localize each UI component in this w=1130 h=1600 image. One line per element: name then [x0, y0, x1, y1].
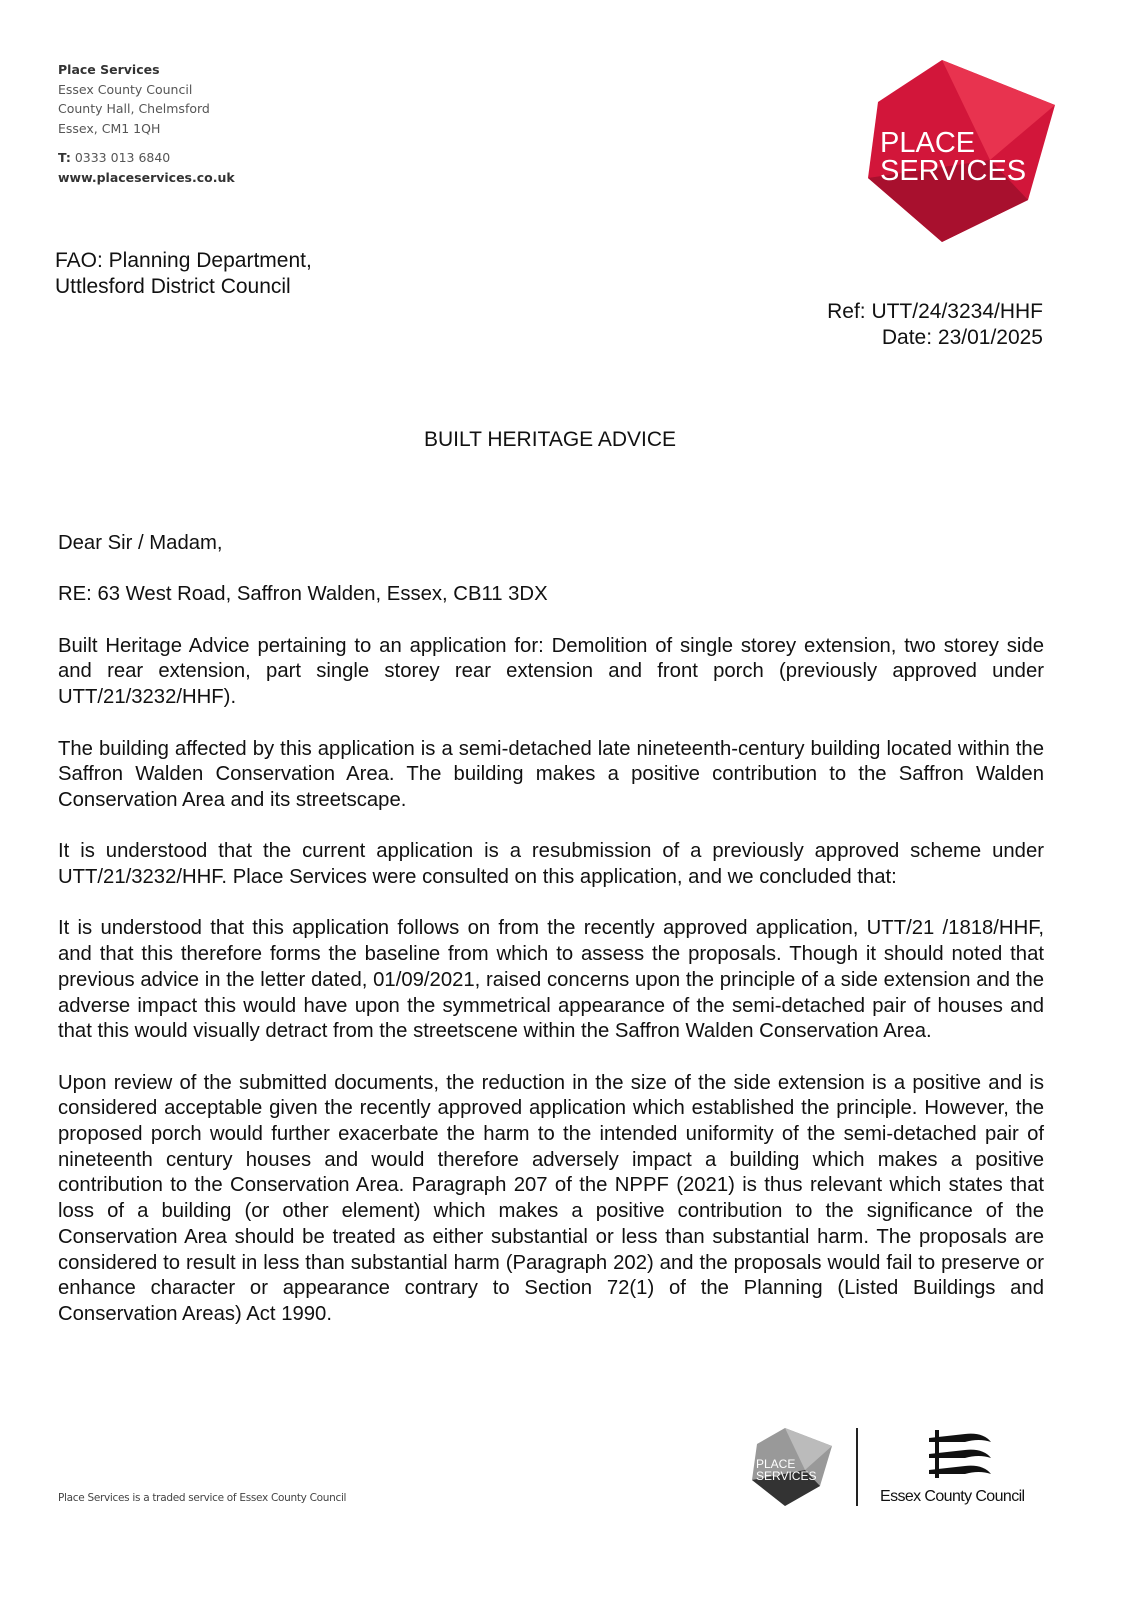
letter-body [58, 531, 1044, 1353]
logo-text-1: PLACE [880, 127, 976, 159]
footer-note: Place Services is a traded service of Essex County Council [58, 1492, 347, 1504]
sender-address [58, 60, 235, 187]
footer-logo-text-1: PLACE [756, 1457, 796, 1471]
logo-text-2: SERVICES [880, 155, 1027, 187]
place-services-logo [860, 60, 1060, 245]
seaxes-icon [925, 1428, 995, 1483]
paragraph: The building affected by this application is a semi-detached late nineteenth-century building located within the Saffron Walden Conservation Area. The building makes a positive contribution to the Saffron Walden Conservation Area and its streetscape. [58, 737, 1044, 811]
address-line: Essex County Council [58, 81, 193, 97]
paragraph: It is understood that the current application is a resubmission of a previously approved scheme under UTT/21/3232/HHF. Place Services were consulted on this application, and we concluded that: [58, 840, 1044, 889]
footer-divider [856, 1428, 858, 1506]
website: www.placeservices.co.uk [58, 169, 235, 185]
essex-county-council-logo [880, 1428, 1045, 1508]
address-line: Essex, CM1 1QH [58, 120, 161, 136]
paragraph: It is understood that this application follows on from the recently approved application, UTT/21 /1818/HHF, and that this therefore forms the baseline from which to assess the proposals. Though it should noted that previous advice in the letter dated, 01/09/2021, raised concerns upon the principle of a side extension and the adverse impact this would have upon the symmetrical appearance of the semi-detached pair of houses and that this would visually detract from the streetscene within the Saffron Walden Conservation Area. [58, 917, 1044, 1043]
address-line: County Hall, Chelmsford [58, 101, 210, 116]
recipient-line: FAO: Planning Department, [55, 249, 312, 272]
sender-org: Place Services [58, 62, 160, 77]
re-line: RE: 63 West Road, Saffron Walden, Essex, CB11 3DX [58, 583, 548, 606]
date: Date: 23/01/2025 [881, 326, 1043, 349]
council-name: Essex County Council [880, 1488, 1025, 1505]
recipient [55, 248, 312, 300]
reference: Ref: UTT/24/3234/HHF [827, 300, 1043, 323]
phone-number: 0333 013 6840 [74, 150, 171, 165]
phone [58, 148, 235, 168]
paragraph: Upon review of the submitted documents, the reduction in the size of the side extension is a positive and is considered acceptable given the recently approved application which established the principle. However, the proposed porch would further exacerbate the harm to the intended uniformity of the semi-detached pair of nineteenth century houses and would therefore adversely impact a building which makes a positive contribution to the Conservation Area. Paragraph 207 of the NPPF (2021) is thus relevant which states that loss of a building (or other element) which makes a positive contribution to the significance of the Conservation Area should be treated as either substantial or less than substantial harm. The proposals are considered to result in less than substantial harm (Paragraph 202) and the proposals would fail to preserve or enhance character or appearance contrary to Section 72(1) of the Planning (Listed Buildings and Conservation Areas) Act 1990. [58, 1071, 1044, 1325]
phone-label: T: [58, 150, 71, 165]
document-title: BUILT HERITAGE ADVICE [423, 428, 677, 451]
salutation: Dear Sir / Madam, [58, 532, 223, 554]
recipient-line: Uttlesford District Council [55, 275, 291, 298]
footer-place-services-logo [750, 1428, 834, 1508]
reference-block [827, 299, 1043, 351]
footer-logo-text-2: SERVICES [756, 1469, 817, 1483]
paragraph: Built Heritage Advice pertaining to an application for: Demolition of single storey extension, two storey side and rear extension, part single storey rear extension and front porch (previously approved under UTT/21/3232/HHF). [58, 634, 1044, 709]
